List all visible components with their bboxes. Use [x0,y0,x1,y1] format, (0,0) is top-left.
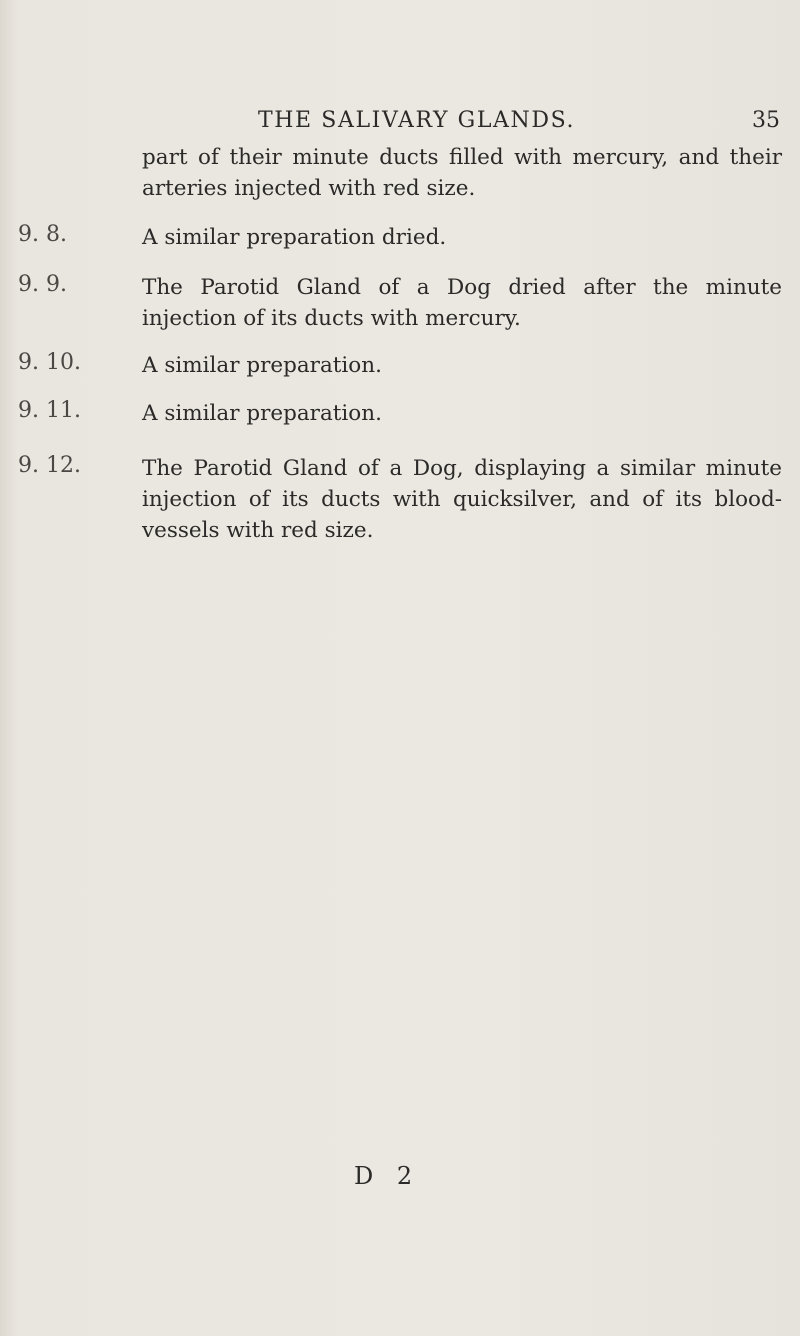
entry-text: A similar preparation. [142,401,382,426]
entry-text: part of their minute ducts filled with mercury, and their arteries injected with red size. [142,145,782,201]
page-number: 35 [752,108,780,133]
entry-number: 9. 10. [18,350,81,375]
entry-number: 9. 11. [18,398,81,423]
entry-text: The Parotid Gland of a Dog dried after the minute injection of its ducts with mercury. [142,275,782,331]
entry-number: 9. 9. [18,272,67,297]
entry-number: 9. 12. [18,453,81,478]
signature-mark: D 2 [354,1162,421,1190]
running-head: THE SALIVARY GLANDS. [258,108,576,133]
entry-number: 9. 8. [18,222,67,247]
entry-text: The Parotid Gland of a Dog, displaying a similar minute injection of its ducts with quicksilver, and of its blood-vessels with red size. [142,456,782,543]
entry-text: A similar preparation dried. [142,225,447,250]
entry-text: A similar preparation. [142,353,382,378]
